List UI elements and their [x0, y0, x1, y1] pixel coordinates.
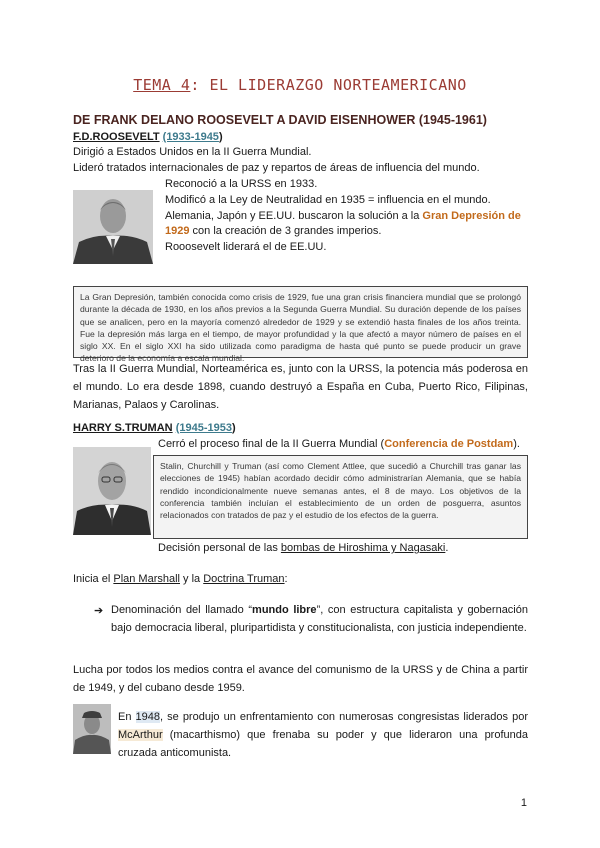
decision-line: Decisión personal de las bombas de Hiroshima y Nagasaki.	[158, 542, 449, 554]
page-number: 1	[520, 797, 527, 809]
section-heading: DE FRANK DELANO ROOSEVELT A DAVID EISENHOWER (1945-1961)	[73, 113, 487, 127]
truman-name: HARRY S.TRUMAN	[73, 422, 173, 434]
inicia-line: Inicia el Plan Marshall y la Doctrina Truman:	[73, 573, 288, 585]
mundo-libre-bullet: Denominación del llamado “mundo libre”, con estructura capitalista y gobernación bajo democracia liberal, pluripartidista y constitucionalista, con justicia independiente.	[111, 604, 528, 634]
roosevelt-line-6: 1929 con la creación de 3 grandes imperios.	[165, 225, 382, 237]
postdam-link[interactable]: Conferencia de Postdam	[384, 438, 514, 450]
plan-marshall-link[interactable]: Plan Marshall	[113, 573, 180, 585]
page-title	[0, 76, 600, 94]
roosevelt-line-4: Modificó a la Ley de Neutralidad en 1935 = influencia en el mundo.	[165, 194, 491, 206]
year-1929-link[interactable]: 1929	[165, 225, 190, 237]
post-war-paragraph: Tras la II Guerra Mundial, Norteamérica es, junto con la URSS, la potencia más poderosa en el mundo. Lo era desde 1898, cuando destruyó a España en Cuba, Puerto Rico, Filipinas, Marianas, Palaos y Carolinas.	[73, 363, 528, 411]
doctrina-truman-link[interactable]: Doctrina Truman	[203, 573, 285, 585]
lucha-paragraph: Lucha por todos los medios contra el avance del comunismo de la URSS y de China a partir de 1949, y del cubano desde 1959.	[73, 664, 528, 694]
year-1948: 1948	[135, 711, 161, 723]
roosevelt-name: F.D.ROOSEVELT	[73, 131, 160, 143]
truman-years[interactable]: (1945-1953	[175, 422, 232, 434]
roosevelt-portrait	[73, 190, 153, 264]
truman-line-1: Cerró el proceso final de la II Guerra Mundial (Conferencia de Postdam).	[158, 438, 520, 450]
roosevelt-line-1: Dirigió a Estados Unidos en la II Guerra Mundial.	[73, 146, 312, 158]
roosevelt-heading: F.D.ROOSEVELT (1933-1945)	[73, 131, 223, 143]
mcarthur-paragraph: En 1948, se produjo un enfrentamiento con numerosas congresistas liderados por McArthur (macarthismo) que frenaba su poder y que lideraron una profunda cruzada anticomunista.	[118, 711, 529, 759]
roosevelt-line-3: Reconoció a la URSS en 1933.	[165, 178, 318, 190]
gran-depresion-box: La Gran Depresión, también conocida como crisis de 1929, fue una gran crisis financiera mundial que se prolongó durante la década de 1930, en los años previos a la Segunda Guerra Mundial. Su duración depende de los países que se analicen, pero en la mayoría comenzó alrededor de 1929 y se extendió hasta finales de los años treinta. Fue la depresión más larga en el tiempo, de mayor profundidad y la que afectó a mayor número de países en el siglo XX. En el siglo XXI ha sido utilizada como paradigma de hasta qué punto se puede producir un grave deterioro de la economía a escala mundial.	[73, 286, 528, 358]
title-tema: TEMA 4	[133, 76, 191, 94]
gran-depresion-link[interactable]: Gran Depresión de	[422, 210, 521, 222]
roosevelt-line-7: Rooosevelt liderará el de EE.UU.	[165, 241, 327, 253]
postdam-box: Stalin, Churchill y Truman (así como Clement Attlee, que sucedió a Churchill tras ganar las elecciones de 1945) habían acordado decidir cómo administrarían Alemania, que se había rendido incondicionalmente nueve semanas antes, el 8 de mayo. Los objetivos de la conferencia también incluían el establecimiento de un orden de posguerra, asuntos relacionados con tratados de paz y el estudio de los efectos de la guerra.	[153, 455, 528, 539]
hiroshima-link[interactable]: bombas de Hiroshima y Nagasaki	[280, 542, 446, 554]
roosevelt-years[interactable]: (1933-1945	[162, 131, 219, 143]
title-rest: : EL LIDERAZGO NORTEAMERICANO	[190, 76, 467, 94]
roosevelt-line-5: Alemania, Japón y EE.UU. buscaron la solución a la Gran Depresión de	[165, 210, 521, 222]
truman-portrait	[73, 447, 151, 535]
truman-heading: HARRY S.TRUMAN (1945-1953)	[73, 422, 236, 434]
roosevelt-line-2: Lideró tratados internacionales de paz y repartos de áreas de influencia del mundo.	[73, 162, 480, 174]
mcarthur-portrait	[73, 704, 111, 754]
arrow-bullet-icon: ➔	[94, 605, 104, 617]
mcarthur-name: McArthur	[118, 729, 163, 741]
